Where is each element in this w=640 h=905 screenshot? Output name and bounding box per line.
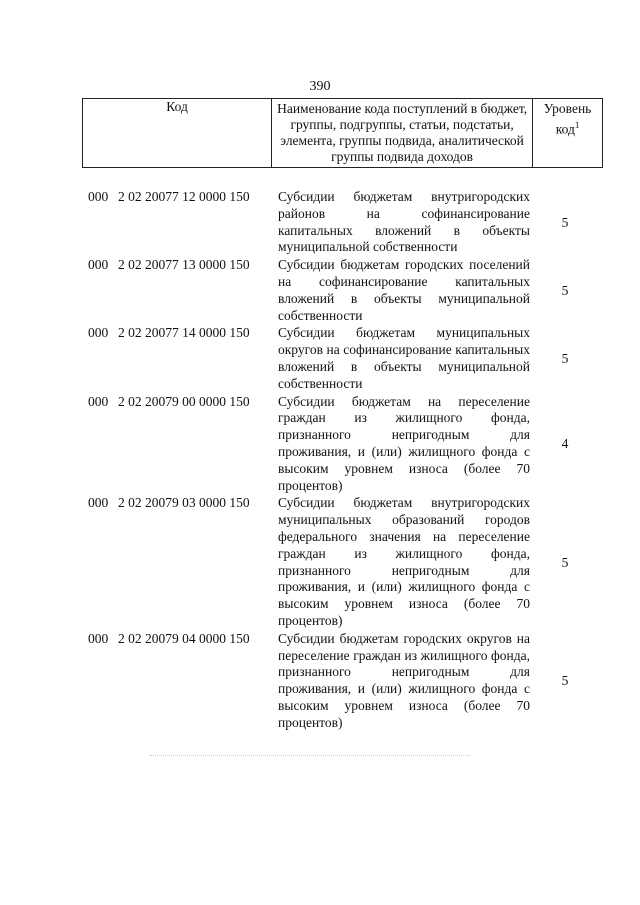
budget-code: 2 02 20079 00 0000 150	[118, 393, 250, 409]
budget-code: 2 02 20079 04 0000 150	[118, 630, 250, 646]
scan-specks	[150, 755, 470, 757]
table-row	[0, 325, 640, 392]
table-row	[0, 495, 640, 629]
table-row	[0, 631, 640, 732]
admin-code: 000	[88, 325, 109, 341]
code-level: 5	[561, 554, 569, 570]
header-table	[82, 98, 603, 168]
header-code: Код	[83, 99, 272, 168]
budget-code: 2 02 20077 14 0000 150	[118, 325, 250, 341]
table-row	[0, 189, 640, 256]
code-description: Субсидии бюджетам городских округов на переселение граждан из жилищного фонда, признанного непригодным для проживания, и (или) жилищного фонда с высоким уровнем износа (более 70 процентов)	[278, 630, 530, 730]
header-level	[533, 99, 603, 168]
table-row	[0, 394, 640, 495]
admin-code: 000	[88, 393, 109, 409]
admin-code: 000	[88, 495, 109, 511]
code-description: Субсидии бюджетам внутригородских районов на софинансирование капитальных вложений в объекты муниципальной собственности	[278, 189, 530, 255]
budget-code: 2 02 20079 03 0000 150	[118, 495, 250, 511]
code-level: 5	[561, 350, 569, 366]
code-description: Субсидии бюджетам городских поселений на софинансирование капитальных вложений в объекты муниципальной собственности	[278, 257, 530, 323]
code-level: 5	[561, 673, 569, 689]
code-description: Субсидии бюджетам муниципальных округов на софинансирование капитальных вложений в объекты муниципальной собственности	[278, 325, 530, 391]
code-description: Субсидии бюджетам внутригородских муниципальных образований городов федерального значения на переселение граждан из жилищного фонда, признанного непригодным для проживания, и (или) жилищного фонда с высоким уровнем износа (более 70 процентов)	[278, 495, 530, 628]
code-description: Субсидии бюджетам на переселение граждан из жилищного фонда, признанного непригодным для проживания, и (или) жилищного фонда с высоким уровнем износа (более 70 процентов)	[278, 393, 530, 493]
header-name: Наименование кода поступлений в бюджет, группы, подгруппы, статьи, подстатьи, элемента, группы подвида, аналитической группы подвида доходов	[272, 99, 533, 168]
code-level: 5	[561, 282, 569, 298]
header-level-text: Уровень код	[543, 101, 592, 137]
table-row	[0, 257, 640, 324]
income-code-rows	[0, 189, 640, 733]
header-level-footnote: 1	[574, 120, 580, 130]
admin-code: 000	[88, 630, 109, 646]
budget-code: 2 02 20077 13 0000 150	[118, 257, 250, 273]
admin-code: 000	[88, 189, 109, 204]
code-level: 5	[561, 214, 569, 230]
budget-code: 2 02 20077 12 0000 150	[118, 189, 250, 204]
page-number: 390	[309, 79, 331, 94]
code-level: 4	[561, 435, 569, 451]
admin-code: 000	[88, 257, 109, 273]
